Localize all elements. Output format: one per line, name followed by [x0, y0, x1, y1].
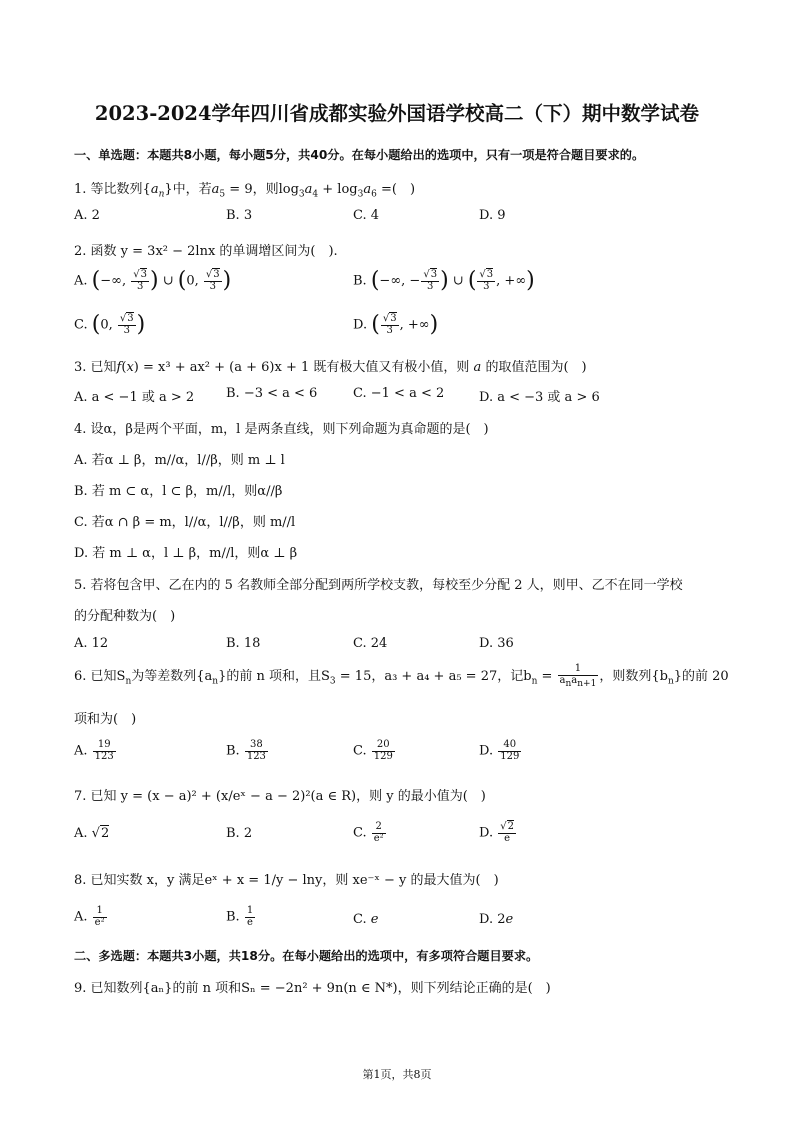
question-9: 9. 已知数列{aₙ}的前 n 项和Sₙ = −2n² + 9n(n ∈ N*)，则下列结论正确的是( ) — [74, 981, 551, 996]
page-title: 2023-2024学年四川省成都实验外国语学校高二（下）期中数学试卷 — [94, 102, 700, 125]
q4-option-b[interactable]: B. 若 m ⊂ α，l ⊂ β，m//l，则α//β — [74, 484, 283, 499]
question-5-line-1: 5. 若将包含甲、乙在内的 5 名教师全部分配到两所学校支教，每校至少分配 2 人，则甲、乙不在同一学校 — [74, 578, 683, 593]
q1-option-a[interactable]: A. 2 — [74, 208, 100, 223]
q2-option-d[interactable]: D. ( $\frac{√3}{3}$ , +∞) — [353, 312, 439, 337]
q5-option-b[interactable]: B. 18 — [226, 636, 261, 651]
section-single-choice: 一、单选题：本题共8小题，每小题5分，共40分。在每小题给出的选项中，只有一项是符合题目要求的。 — [74, 148, 645, 162]
q2-option-b[interactable]: B. (−∞, − $\frac{√3}{3}$ ) ∪ ( $\frac{√3}{3}$ , +∞) — [353, 268, 535, 293]
q3-option-d[interactable]: D. a < −3 或 a > 6 — [479, 390, 600, 405]
q2-option-a[interactable]: A. (−∞, $\frac{√3}{3}$ ) ∪ (0, $\frac{√3}{3}$ ) — [74, 268, 232, 293]
q4-option-a[interactable]: A. 若α ⊥ β，m//α，l//β，则 m ⊥ l — [74, 453, 285, 468]
q7-option-c[interactable]: C. $\frac{2}{\text{e²}}$ — [353, 821, 384, 844]
q8-option-b[interactable]: B. $\frac{1}{e}$ — [226, 905, 254, 928]
q3-option-b[interactable]: B. −3 < a < 6 — [226, 386, 318, 401]
page-footer: 第1页，共8页 — [362, 1068, 432, 1081]
q3-option-c[interactable]: C. −1 < a < 2 — [353, 386, 445, 401]
q4-option-d[interactable]: D. 若 m ⊥ α，l ⊥ β，m//l，则α ⊥ β — [74, 546, 298, 561]
q1-option-c[interactable]: C. 4 — [353, 208, 380, 223]
question-6-line-1: 6. 已知$S_n$为等差数列$\{a_n\}$的前 n 项和，且$S_3 = 15$，a₃ + a₄ + a₅ = 27，记$b_n$ = $\frac{1}{a_na_{n+1}}$ ，则数列$\{b_n\}$的前 20 — [74, 663, 729, 689]
q3-option-a[interactable]: A. a < −1 或 a > 2 — [74, 390, 195, 405]
q5-option-d[interactable]: D. 36 — [479, 636, 514, 651]
q8-option-c[interactable]: C. e — [353, 912, 379, 927]
q8-option-a[interactable]: A. $\frac{1}{\text{e²}}$ — [74, 905, 105, 928]
q1-option-b[interactable]: B. 3 — [226, 208, 253, 223]
q6-option-a[interactable]: A. $\frac{19}{123}$ — [74, 739, 114, 762]
question-2: 2. 函数 y = 3x² − 2lnx 的单调增区间为( ). — [74, 244, 338, 259]
q6-option-c[interactable]: C. $\frac{20}{129}$ — [353, 739, 393, 762]
question-6-line-2: 项和为( ) — [74, 712, 137, 727]
question-1: 1. 等比数列$\{a_n\}$中，若$a_5 = 9$，则$\log_3a_4 + \log_3a_6$ =( ) — [74, 182, 416, 200]
q8-option-d[interactable]: D. 2e — [479, 912, 514, 927]
q2-option-c[interactable]: C. (0, $\frac{√3}{3}$ ) — [74, 312, 146, 337]
question-7: 7. 已知 y = (x − a)² + (x/eˣ − a − 2)²(a ∈ R)，则 y 的最小值为( ) — [74, 789, 486, 804]
question-3: 3. 已知f(x) = x³ + ax² + (a + 6)x + 1 既有极大值又有极小值，则 a 的取值范围为( ) — [74, 360, 587, 375]
q4-option-c[interactable]: C. 若α ∩ β = m，l//α，l//β，则 m//l — [74, 515, 296, 530]
q7-option-b[interactable]: B. 2 — [226, 826, 253, 841]
q5-option-c[interactable]: C. 24 — [353, 636, 388, 651]
q7-option-d[interactable]: D. $\frac{√2}{e}$ — [479, 821, 514, 844]
section-multiple-choice: 二、多选题：本题共3小题，共18分。在每小题给出的选项中，有多项符合题目要求。 — [74, 949, 539, 963]
question-5-line-2: 的分配种数为( ) — [74, 609, 176, 624]
question-8: 8. 已知实数 x，y 满足eˣ + x = 1/y − lny，则 xe⁻ˣ − y 的最大值为( ) — [74, 873, 499, 888]
q7-option-a[interactable]: A. √2 — [74, 826, 110, 841]
question-4: 4. 设α，β是两个平面，m，l 是两条直线，则下列命题为真命题的是( ) — [74, 422, 489, 437]
q5-option-a[interactable]: A. 12 — [74, 636, 109, 651]
q6-option-d[interactable]: D. $\frac{40}{129}$ — [479, 739, 520, 762]
q6-option-b[interactable]: B. $\frac{38}{123}$ — [226, 739, 266, 762]
q1-option-d[interactable]: D. 9 — [479, 208, 506, 223]
